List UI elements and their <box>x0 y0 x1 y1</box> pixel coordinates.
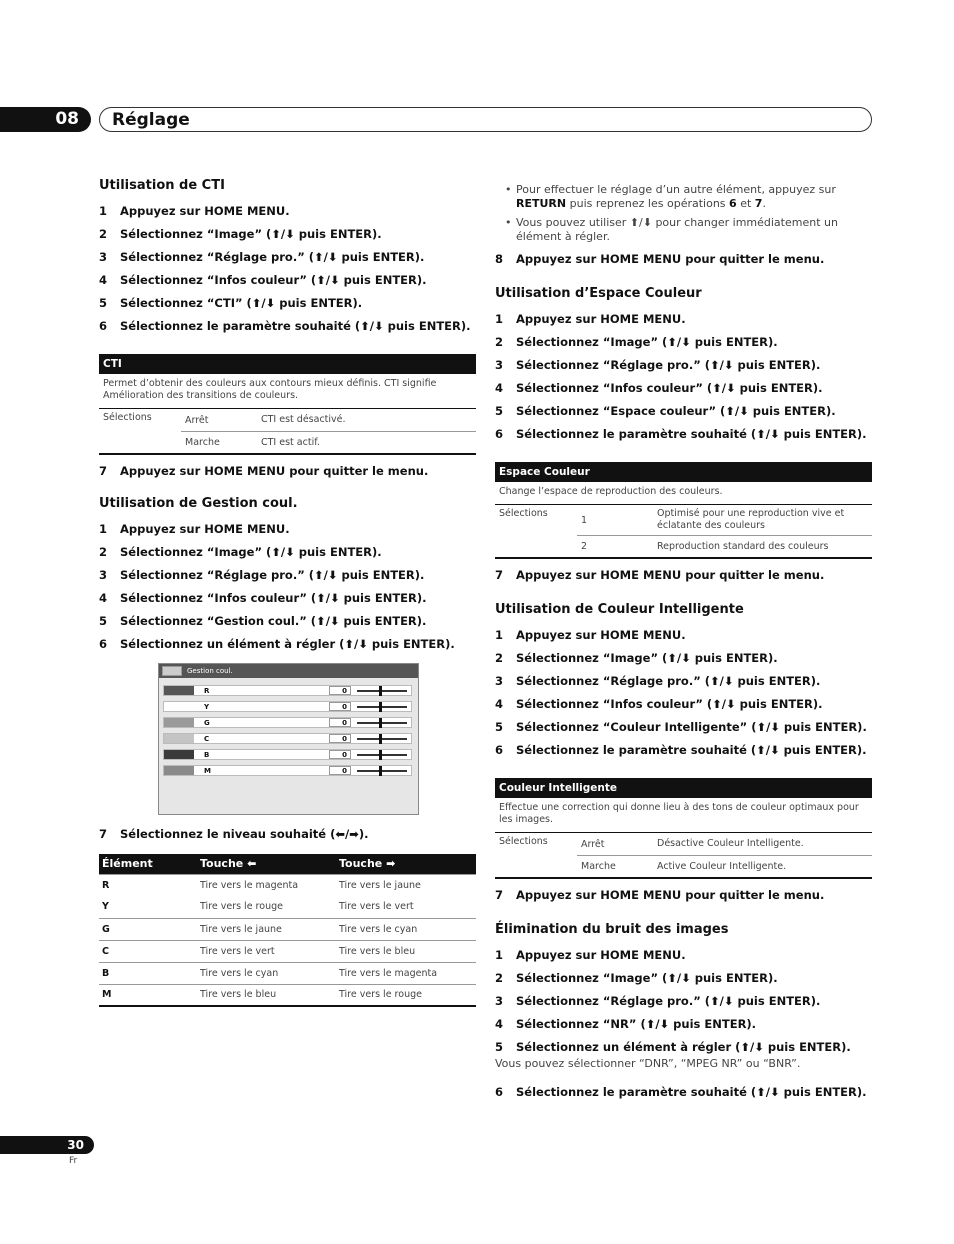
level-slider[interactable] <box>357 770 407 772</box>
step-item <box>99 545 476 559</box>
bruit-steps <box>495 948 872 1054</box>
step-item <box>99 614 476 628</box>
step-item <box>99 637 476 651</box>
touche-table <box>99 854 476 1007</box>
color-label: C <box>204 734 210 743</box>
option-desc: Optimisé pour une reproduction vive et éclatante des couleurs <box>657 508 845 531</box>
color-swatch <box>164 718 194 727</box>
step-text: Sélectionnez “Couleur Intelligente” (⬆/⬇ puis ENTER). <box>516 720 867 734</box>
step-number: 3 <box>495 358 504 372</box>
step-text: Appuyez sur HOME MENU pour quitter le menu. <box>516 252 825 266</box>
page-number: 30 <box>0 1136 94 1154</box>
color-value: 0 <box>329 750 351 759</box>
cti-table <box>99 354 476 455</box>
step-text: Sélectionnez “Réglage pro.” (⬆/⬇ puis ENTER). <box>120 568 425 582</box>
table-row <box>99 409 476 431</box>
step-text: Sélectionnez un élément à régler (⬆/⬇ puis ENTER). <box>120 637 455 651</box>
level-slider[interactable] <box>357 706 407 708</box>
step-item <box>495 743 872 757</box>
bullet-key: RETURN <box>516 197 567 210</box>
table-cell: Tire vers le vert <box>339 901 414 913</box>
step-text: Sélectionnez le paramètre souhaité (⬆/⬇ puis ENTER). <box>516 1085 867 1099</box>
section-title-gestion: Utilisation de Gestion coul. <box>99 496 298 511</box>
chapter-number: 08 <box>0 107 91 132</box>
table-cell: Tire vers le rouge <box>336 984 476 1006</box>
selections-label: Sélections <box>499 836 548 847</box>
step-6 <box>495 1085 872 1099</box>
table-row <box>99 984 476 1006</box>
color-swatch <box>164 702 194 711</box>
step-number: 8 <box>495 252 504 266</box>
intelligente-table-header: Couleur Intelligente <box>495 778 872 798</box>
step-item <box>495 381 872 395</box>
option-desc: CTI est désactivé. <box>261 414 346 425</box>
screen-title: Gestion coul. <box>187 667 233 675</box>
step-number: 2 <box>495 971 504 985</box>
bullet-item <box>495 216 872 244</box>
color-label: Y <box>204 702 210 711</box>
column-header: Touche ⬅ <box>197 854 336 874</box>
step-text: Appuyez sur HOME MENU pour quitter le menu. <box>516 888 825 902</box>
language-code: Fr <box>69 1156 78 1166</box>
section-title-espace: Utilisation d’Espace Couleur <box>495 286 702 301</box>
step-item <box>495 335 872 349</box>
osd-color-row[interactable] <box>163 685 412 696</box>
step-number: 2 <box>495 651 504 665</box>
section-title-intelligente: Utilisation de Couleur Intelligente <box>495 602 744 617</box>
step-number: 2 <box>99 227 108 241</box>
step-number: 5 <box>99 296 108 310</box>
color-value: 0 <box>329 734 351 743</box>
espace-table <box>495 462 872 559</box>
step-text: Sélectionnez “Image” (⬆/⬇ puis ENTER). <box>120 545 382 559</box>
step-item <box>495 697 872 711</box>
step-text: Sélectionnez “Réglage pro.” (⬆/⬇ puis ENTER). <box>516 358 821 372</box>
screen-title-bar <box>159 664 418 678</box>
bullet-text: Vous pouvez utiliser ⬆/⬇ pour changer immédiatement un élément à régler. <box>516 216 838 243</box>
step-number: 3 <box>99 250 108 264</box>
espace-table-header: Espace Couleur <box>495 462 872 482</box>
option-name: Marche <box>185 437 220 448</box>
step-text: Sélectionnez le niveau souhaité (⬅/➡). <box>120 827 369 841</box>
step-item <box>495 674 872 688</box>
table-row <box>99 962 476 984</box>
slider-knob[interactable] <box>379 750 382 760</box>
step-item <box>495 312 872 326</box>
step-text: Sélectionnez le paramètre souhaité (⬆/⬇ puis ENTER). <box>516 427 867 441</box>
table-cell: Tire vers le cyan <box>336 918 476 940</box>
step-text: Sélectionnez “Image” (⬆/⬇ puis ENTER). <box>516 335 778 349</box>
column-header: Élément <box>99 854 197 874</box>
table-cell: Tire vers le bleu <box>197 984 336 1006</box>
color-value: 0 <box>329 718 351 727</box>
table-cell: G <box>99 918 197 940</box>
step-item <box>495 1017 872 1031</box>
table-row <box>577 855 872 877</box>
slider-knob[interactable] <box>379 718 382 728</box>
step-number: 6 <box>495 743 504 757</box>
bullet-text-part: puis reprenez les opérations <box>569 197 726 210</box>
step-number: 1 <box>495 628 504 642</box>
color-label: M <box>204 766 211 775</box>
table-cell: C <box>99 940 197 962</box>
section-title-cti: Utilisation de CTI <box>99 178 225 193</box>
cti-table-header: CTI <box>99 354 476 374</box>
step-item <box>495 427 872 441</box>
step-text: Appuyez sur HOME MENU. <box>516 948 686 962</box>
table-row <box>495 833 872 855</box>
bullet-dot: • <box>505 216 512 229</box>
option-name: 2 <box>581 541 588 552</box>
menu-icon <box>162 666 182 676</box>
slider-knob[interactable] <box>379 686 382 696</box>
step-number: 1 <box>99 204 108 218</box>
step-text: Sélectionnez “Infos couleur” (⬆/⬇ puis ENTER). <box>120 591 427 605</box>
step-item <box>99 227 476 241</box>
bullet-text-part: . <box>762 197 766 210</box>
espace-steps <box>495 312 872 441</box>
step-number: 7 <box>99 827 108 841</box>
color-label: R <box>204 686 210 695</box>
level-slider[interactable] <box>357 722 407 724</box>
osd-color-row[interactable] <box>163 733 412 744</box>
table-cell: R <box>99 874 197 896</box>
cti-steps <box>99 204 476 333</box>
option-desc: Active Couleur Intelligente. <box>657 860 787 872</box>
step-item <box>99 568 476 582</box>
color-swatch <box>164 750 194 759</box>
table-row <box>181 431 476 453</box>
table-cell: Tire vers le jaune <box>197 918 336 940</box>
option-desc: Reproduction standard des couleurs <box>657 540 829 552</box>
table-row <box>99 940 476 962</box>
table-cell: Tire vers le cyan <box>197 962 336 984</box>
step-item <box>99 250 476 264</box>
step-text: Appuyez sur HOME MENU pour quitter le menu. <box>516 568 825 582</box>
bullet-item <box>495 183 872 211</box>
step-number: 4 <box>495 381 504 395</box>
bullet-text-part: et <box>740 197 752 210</box>
section-title-bruit: Élimination du bruit des images <box>495 922 729 937</box>
table-cell: Y <box>102 901 109 913</box>
step-number: 7 <box>99 464 108 478</box>
table-row <box>495 505 872 535</box>
step-item <box>99 319 476 333</box>
step-text: Appuyez sur HOME MENU. <box>516 628 686 642</box>
step-text: Sélectionnez “CTI” (⬆/⬇ puis ENTER). <box>120 296 363 310</box>
step-item <box>495 358 872 372</box>
table-cell: Tire vers le magenta <box>336 962 476 984</box>
step-number: 4 <box>99 273 108 287</box>
level-slider[interactable] <box>357 738 407 740</box>
option-name: 1 <box>581 514 588 526</box>
slider-knob[interactable] <box>379 734 382 744</box>
step-number: 7 <box>495 568 504 582</box>
step-item <box>99 204 476 218</box>
step-number: 5 <box>99 614 108 628</box>
left-column <box>99 178 476 1007</box>
step-note: Vous pouvez sélectionner “DNR”, “MPEG NR” ou “BNR”. <box>495 1057 801 1070</box>
step-text: Sélectionnez “Infos couleur” (⬆/⬇ puis ENTER). <box>120 273 427 287</box>
osd-color-row[interactable] <box>163 717 412 728</box>
selections-label: Sélections <box>499 508 548 519</box>
step-number: 2 <box>99 545 108 559</box>
step-number: 2 <box>495 335 504 349</box>
step-item <box>495 404 872 418</box>
step-text: Sélectionnez “Image” (⬆/⬇ puis ENTER). <box>516 971 778 985</box>
option-desc: CTI est actif. <box>261 436 320 448</box>
table-cell: Tire vers le bleu <box>336 940 476 962</box>
gestion-steps <box>99 522 476 651</box>
step-number: 3 <box>495 674 504 688</box>
step-number: 6 <box>495 1085 504 1099</box>
table-row <box>99 896 476 918</box>
bullet-text-part: Pour effectuer le réglage d’un autre élément, appuyez sur <box>516 183 836 196</box>
color-value: 0 <box>329 686 351 695</box>
step-text: Sélectionnez “Réglage pro.” (⬆/⬇ puis ENTER). <box>516 674 821 688</box>
step-item <box>99 591 476 605</box>
step-text: Appuyez sur HOME MENU. <box>120 522 290 536</box>
level-slider[interactable] <box>357 690 407 692</box>
level-slider[interactable] <box>357 754 407 756</box>
step-text: Sélectionnez “Gestion coul.” (⬆/⬇ puis ENTER). <box>120 614 427 628</box>
bullet-dot: • <box>505 183 512 196</box>
step-text: Sélectionnez le paramètre souhaité (⬆/⬇ puis ENTER). <box>516 743 867 757</box>
step-text: Sélectionnez “Réglage pro.” (⬆/⬇ puis ENTER). <box>120 250 425 264</box>
step-text: Sélectionnez le paramètre souhaité (⬆/⬇ puis ENTER). <box>120 319 471 333</box>
step-number: 7 <box>495 888 504 902</box>
step-number: 1 <box>495 312 504 326</box>
bullet-ref: 7 <box>754 197 763 210</box>
step-number: 1 <box>99 522 108 536</box>
step-7 <box>495 568 872 582</box>
option-name: Marche <box>581 861 616 872</box>
color-swatch <box>164 686 194 695</box>
slider-knob[interactable] <box>379 702 382 712</box>
step-item <box>495 1040 872 1054</box>
osd-color-row[interactable] <box>163 749 412 760</box>
step-item <box>495 628 872 642</box>
option-name: Arrêt <box>185 414 209 426</box>
selections-label: Sélections <box>103 412 152 423</box>
osd-color-row[interactable] <box>163 765 412 776</box>
step-7 <box>495 888 872 902</box>
color-swatch <box>164 766 194 775</box>
step-number: 4 <box>495 697 504 711</box>
espace-table-desc: Change l’espace de reproduction des couleurs. <box>495 482 872 505</box>
table-row <box>99 874 476 896</box>
step-item <box>495 948 872 962</box>
color-label: B <box>204 750 210 759</box>
step-text: Sélectionnez “Espace couleur” (⬆/⬇ puis ENTER). <box>516 404 836 418</box>
step-item <box>495 651 872 665</box>
step-text: Appuyez sur HOME MENU. <box>120 204 290 218</box>
color-swatch <box>164 734 194 743</box>
step-text: Sélectionnez “Image” (⬆/⬇ puis ENTER). <box>516 651 778 665</box>
step-number: 6 <box>495 427 504 441</box>
step-number: 6 <box>99 637 108 651</box>
step-7 <box>99 464 476 478</box>
option-name: Arrêt <box>581 838 605 850</box>
step-item <box>99 296 476 310</box>
step-text: Sélectionnez “Réglage pro.” (⬆/⬇ puis ENTER). <box>516 994 821 1008</box>
step-item <box>495 994 872 1008</box>
table-row <box>99 918 476 940</box>
table-cell: Tire vers le jaune <box>336 874 476 896</box>
gestion-coul-screen <box>158 663 419 815</box>
step-number: 5 <box>495 404 504 418</box>
step-number: 4 <box>99 591 108 605</box>
step-number: 6 <box>99 319 108 333</box>
step-number: 1 <box>495 948 504 962</box>
color-value: 0 <box>329 766 351 775</box>
intelligente-table-desc: Effectue une correction qui donne lieu à des tons de couleur optimaux pour les images. <box>495 798 872 833</box>
step-7 <box>99 827 476 841</box>
cti-table-desc: Permet d’obtenir des couleurs aux contours mieux définis. CTI signifie Amélioration des transitions de couleurs. <box>99 374 476 409</box>
bullet-text <box>516 183 872 211</box>
step-number: 3 <box>99 568 108 582</box>
table-cell: M <box>99 984 197 1006</box>
table-row <box>577 535 872 557</box>
step-item <box>99 273 476 287</box>
table-cell: Tire vers le vert <box>197 940 336 962</box>
step-text: Sélectionnez “Infos couleur” (⬆/⬇ puis ENTER). <box>516 381 823 395</box>
step-number: 4 <box>495 1017 504 1031</box>
bullet-ref: 6 <box>729 197 737 210</box>
step-text: Appuyez sur HOME MENU. <box>516 312 686 326</box>
right-column <box>495 183 872 1108</box>
color-value: 0 <box>329 702 351 711</box>
option-desc: Désactive Couleur Intelligente. <box>657 838 804 849</box>
step-item <box>99 522 476 536</box>
step-number: 5 <box>495 1040 504 1054</box>
step-text: Sélectionnez “Image” (⬆/⬇ puis ENTER). <box>120 227 382 241</box>
color-label: G <box>204 718 210 727</box>
step-item <box>495 971 872 985</box>
table-cell: B <box>99 962 197 984</box>
slider-knob[interactable] <box>379 766 382 776</box>
step-number: 5 <box>495 720 504 734</box>
intelligente-steps <box>495 628 872 757</box>
step-text: Sélectionnez “Infos couleur” (⬆/⬇ puis ENTER). <box>516 697 823 711</box>
table-cell: Tire vers le magenta <box>197 874 336 896</box>
intelligente-table <box>495 778 872 879</box>
chapter-header <box>99 107 872 132</box>
chapter-title: Réglage <box>112 110 190 130</box>
step-text: Sélectionnez un élément à régler (⬆/⬇ puis ENTER). <box>516 1040 851 1054</box>
column-header: Touche ➡ <box>336 854 476 874</box>
step-text: Sélectionnez “NR” (⬆/⬇ puis ENTER). <box>516 1017 757 1031</box>
osd-color-row[interactable] <box>163 701 412 712</box>
step-number: 3 <box>495 994 504 1008</box>
step-item <box>495 720 872 734</box>
table-cell: Tire vers le rouge <box>200 901 283 913</box>
step-8 <box>495 252 872 266</box>
step-text: Appuyez sur HOME MENU pour quitter le menu. <box>120 464 429 478</box>
